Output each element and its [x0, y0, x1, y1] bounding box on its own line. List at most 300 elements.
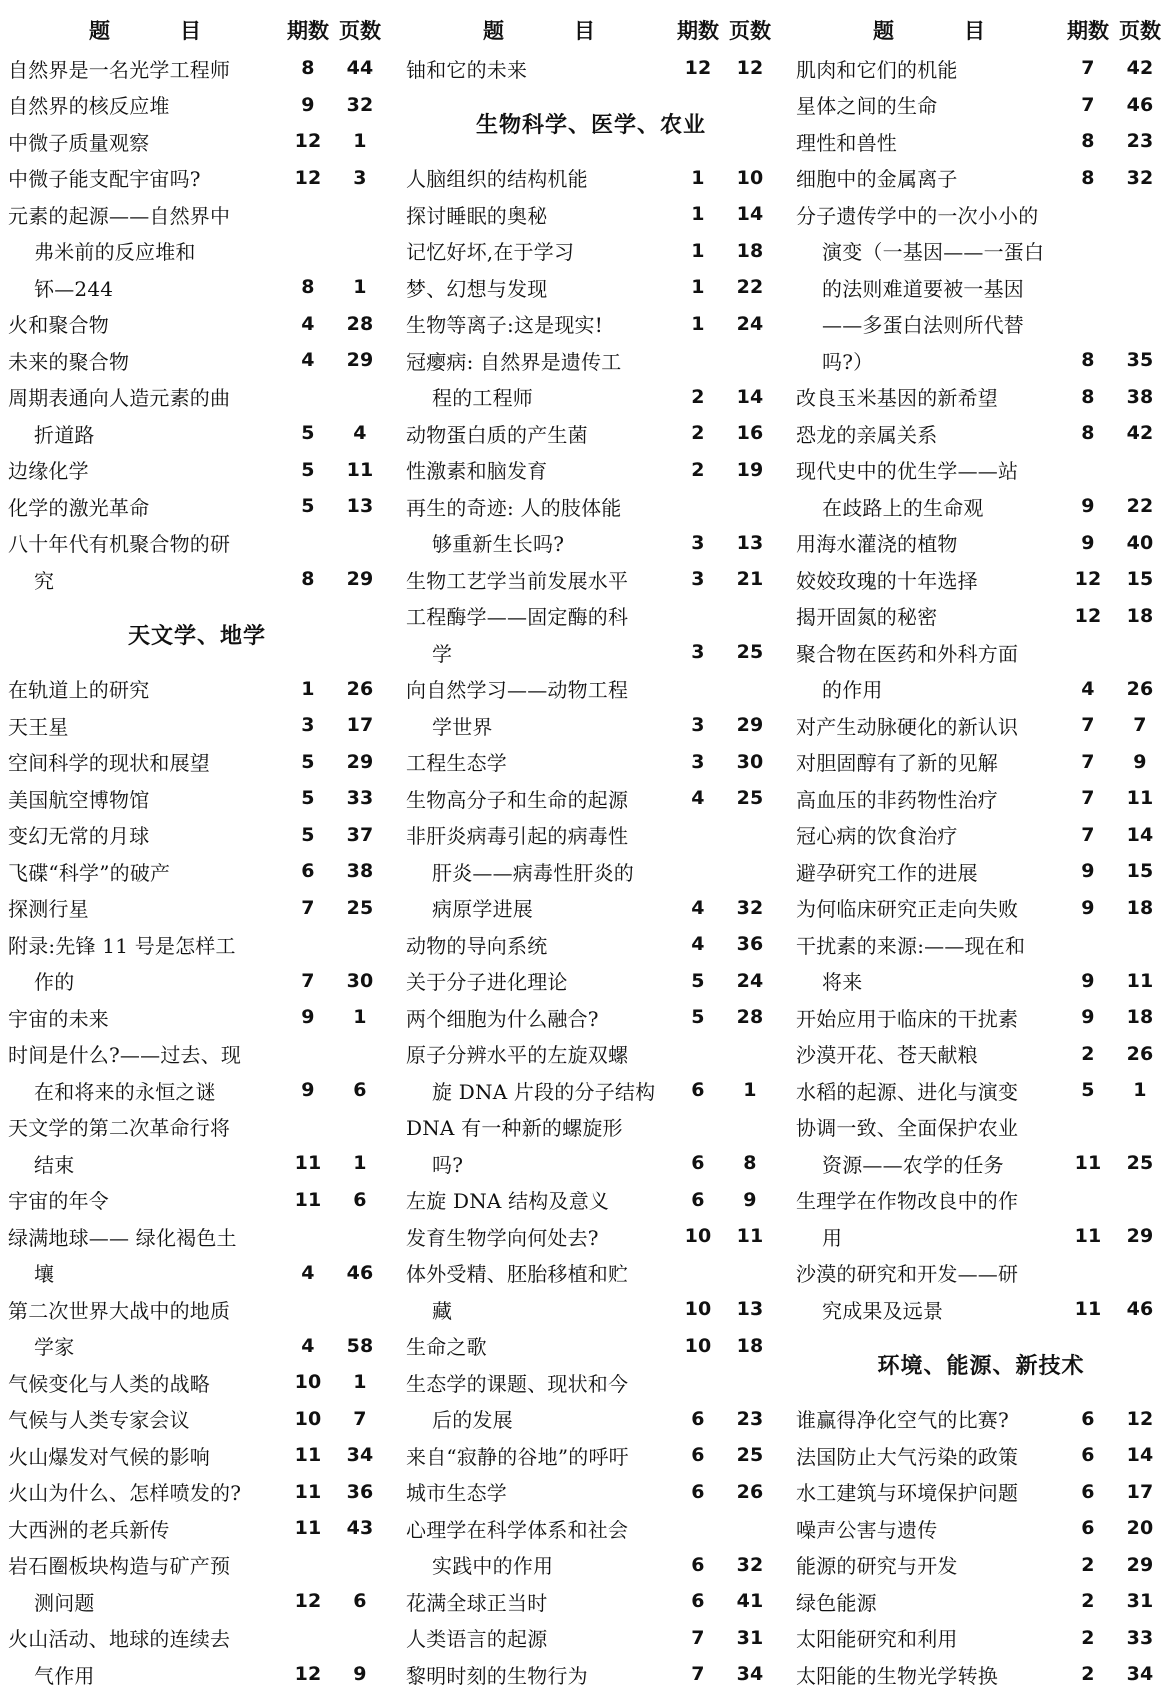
- entry-page: 25: [1126, 1152, 1154, 1175]
- entry-page: 46: [1126, 1298, 1154, 1321]
- entry-row: [8, 1182, 386, 1219]
- entry-title: 非肝炎病毒引起的病毒性: [406, 824, 629, 849]
- entry-page: 29: [346, 568, 374, 591]
- entry-issue: 6: [691, 1553, 705, 1576]
- entry-page: 31: [1126, 1590, 1154, 1613]
- entry-title: 程的工程师: [432, 386, 533, 411]
- entry-issue: 8: [1081, 385, 1095, 408]
- entry-row: [8, 306, 386, 343]
- entry-issue: 8: [1081, 422, 1095, 445]
- entry-issue: 9: [1081, 495, 1095, 518]
- entry-issue: 5: [301, 458, 315, 481]
- entry-title: 作的: [34, 970, 75, 995]
- entry-page: 1: [743, 1079, 757, 1102]
- entry-title: 火山为什么、怎样喷发的?: [8, 1481, 242, 1506]
- entry-row: [8, 671, 386, 708]
- entry-row: [406, 999, 776, 1036]
- entry-page: 11: [1126, 787, 1154, 810]
- entry-page: 11: [346, 458, 374, 481]
- entry-title: 资源——农学的任务: [822, 1152, 1004, 1177]
- entries-list: [796, 50, 1166, 1693]
- entry-title: 化学的激光革命: [8, 495, 150, 520]
- entry-issue: 8: [1081, 130, 1095, 153]
- entry-row: [796, 890, 1166, 927]
- entry-title: 城市生态学: [406, 1481, 507, 1506]
- entry-title: 冠心病的饮食治疗: [796, 824, 958, 849]
- entry-row: [796, 634, 1166, 671]
- entry-page: 6: [353, 1188, 367, 1211]
- column-header: [796, 12, 1166, 48]
- entry-continuation: [8, 1583, 386, 1620]
- entry-row: [796, 415, 1166, 452]
- entry-page: 38: [1126, 385, 1154, 408]
- entry-title: 梦、幻想与发现: [406, 276, 548, 301]
- entry-row: [796, 1620, 1166, 1657]
- entry-row: [8, 853, 386, 890]
- entry-page: 18: [1126, 604, 1154, 627]
- entry-issue: 9: [1081, 531, 1095, 554]
- entry-page: 58: [346, 1334, 374, 1357]
- entry-page: 40: [1126, 531, 1154, 554]
- entry-title: 边缘化学: [8, 459, 89, 484]
- entry-page: 12: [1126, 1407, 1154, 1430]
- entry-page: 25: [736, 641, 764, 664]
- entry-title: 为何临床研究正走向失败: [796, 897, 1019, 922]
- entry-title: 恐龙的亲属关系: [796, 422, 938, 447]
- entry-page: 6: [353, 1079, 367, 1102]
- entry-continuation: [406, 1547, 776, 1584]
- entry-continuation: [796, 1291, 1166, 1328]
- entry-row: [406, 744, 776, 781]
- entry-title: 究成果及远景: [822, 1298, 944, 1323]
- entry-continuation: [406, 525, 776, 562]
- entry-title: 钚—244: [34, 276, 114, 301]
- entry-row: [796, 525, 1166, 562]
- entry-title: 记忆好坏,在于学习: [406, 240, 575, 265]
- entry-title: 够重新生长吗?: [432, 532, 565, 557]
- entry-title: 谁赢得净化空气的比赛?: [796, 1408, 1009, 1433]
- entry-title: 生物高分子和生命的起源: [406, 787, 629, 812]
- entry-title: 绿色能源: [796, 1590, 877, 1615]
- entry-row: [796, 1656, 1166, 1693]
- entry-page: 29: [1126, 1553, 1154, 1576]
- entry-row: [796, 926, 1166, 963]
- entry-issue: 7: [1081, 93, 1095, 116]
- entry-row: [406, 488, 776, 525]
- entry-title: 生理学在作物改良中的作: [796, 1189, 1019, 1214]
- entry-page: 46: [1126, 93, 1154, 116]
- entry-title: 体外受精、胚胎移植和贮: [406, 1262, 629, 1287]
- entry-title: 自然界的核反应堆: [8, 94, 170, 119]
- entry-page: 24: [736, 312, 764, 335]
- entry-page: 36: [346, 1480, 374, 1503]
- entry-row: [8, 196, 386, 233]
- entry-title: 肌肉和它们的机能: [796, 57, 958, 82]
- entry-title: 变幻无常的月球: [8, 824, 150, 849]
- entry-title: 中微子能支配宇宙吗?: [8, 167, 201, 192]
- entry-title: 在和将来的永恒之谜: [34, 1079, 216, 1104]
- entry-page: 38: [346, 860, 374, 883]
- entry-issue: 12: [1074, 568, 1102, 591]
- entry-title: 弗米前的反应堆和: [34, 240, 196, 265]
- entry-page: 18: [1126, 896, 1154, 919]
- entry-issue: 9: [301, 1079, 315, 1102]
- entry-page: 14: [1126, 1444, 1154, 1467]
- entry-issue: 3: [691, 568, 705, 591]
- entry-page: 18: [736, 239, 764, 262]
- entry-issue: 11: [294, 1480, 322, 1503]
- entry-row: [406, 963, 776, 1000]
- entry-title: 实践中的作用: [432, 1554, 554, 1579]
- entry-row: [8, 1547, 386, 1584]
- entry-page: 9: [743, 1188, 757, 1211]
- entry-title: 花满全球正当时: [406, 1590, 548, 1615]
- entry-page: 26: [736, 1480, 764, 1503]
- entry-issue: 2: [1081, 1553, 1095, 1576]
- entry-row: [8, 707, 386, 744]
- entry-issue: 5: [1081, 1079, 1095, 1102]
- entry-continuation: [406, 1145, 776, 1182]
- entry-row: [796, 379, 1166, 416]
- entry-page: 25: [736, 787, 764, 810]
- entry-page: 1: [1133, 1079, 1147, 1102]
- entry-issue: 2: [1081, 1042, 1095, 1065]
- entry-row: [796, 1072, 1166, 1109]
- entry-row: [796, 561, 1166, 598]
- entry-page: 31: [736, 1626, 764, 1649]
- entry-page: 28: [346, 312, 374, 335]
- entry-row: [406, 1474, 776, 1511]
- entry-title: 关于分子进化理论: [406, 970, 568, 995]
- entry-row: [8, 160, 386, 197]
- entry-title: 后的发展: [432, 1408, 513, 1433]
- entry-continuation: [796, 488, 1166, 525]
- entry-row: [406, 671, 776, 708]
- entry-title: 学世界: [432, 714, 493, 739]
- entry-title: 空间科学的现状和展望: [8, 751, 210, 776]
- entry-page: 12: [736, 57, 764, 80]
- entry-title: 飞碟“科学”的破产: [8, 860, 171, 885]
- entry-title: 发育生物学向何处去?: [406, 1225, 599, 1250]
- entry-title: 未来的聚合物: [8, 349, 130, 374]
- entry-issue: 6: [691, 1407, 705, 1430]
- header-title: [796, 15, 1062, 45]
- entry-title: 气候与人类专家会议: [8, 1408, 190, 1433]
- entry-page: 15: [1126, 568, 1154, 591]
- entry-title: 再生的奇迹: 人的肢体能: [406, 495, 622, 520]
- entry-page: 32: [736, 1553, 764, 1576]
- entry-title: 八十年代有机聚合物的研: [8, 532, 231, 557]
- entry-title: 探讨睡眠的奥秘: [406, 203, 548, 228]
- entry-issue: 11: [294, 1444, 322, 1467]
- entry-row: [406, 196, 776, 233]
- column-2: [398, 12, 788, 1701]
- entry-page: 9: [353, 1663, 367, 1686]
- entry-row: [796, 744, 1166, 781]
- entry-title: 改良玉米基因的新希望: [796, 386, 998, 411]
- entry-title: 细胞中的金属离子: [796, 167, 958, 192]
- entry-title: 病原学进展: [432, 897, 533, 922]
- entry-continuation: [796, 1145, 1166, 1182]
- entry-title: 用: [822, 1225, 843, 1250]
- entry-page: 14: [736, 385, 764, 408]
- entry-page: 43: [346, 1517, 374, 1540]
- column-header: [406, 12, 776, 48]
- entry-row: [406, 1328, 776, 1365]
- entry-row: [796, 780, 1166, 817]
- entry-title: 干扰素的来源:——现在和: [796, 933, 1026, 958]
- entry-page: 1: [353, 1152, 367, 1175]
- entry-issue: 8: [301, 57, 315, 80]
- entry-page: 22: [1126, 495, 1154, 518]
- entry-row: [796, 160, 1166, 197]
- entry-issue: 8: [1081, 349, 1095, 372]
- header-page: 页数: [339, 19, 381, 43]
- entry-title: 高血压的非药物性治疗: [796, 787, 998, 812]
- entry-row: [406, 1656, 776, 1693]
- entry-row: [8, 1364, 386, 1401]
- entry-row: [796, 87, 1166, 124]
- entry-issue: 10: [684, 1225, 712, 1248]
- entry-continuation: [796, 233, 1166, 270]
- entry-row: [796, 853, 1166, 890]
- entry-row: [8, 817, 386, 854]
- entry-title: ——多蛋白法则所代替: [822, 313, 1024, 338]
- entry-title: 分子遗传学中的一次小小的: [796, 203, 1039, 228]
- entry-title: 的法则难道要被一基因: [822, 276, 1024, 301]
- entry-row: [8, 1437, 386, 1474]
- entry-title: 气作用: [34, 1663, 95, 1688]
- entry-row: [796, 50, 1166, 87]
- entry-page: 30: [346, 969, 374, 992]
- entry-row: [406, 269, 776, 306]
- entry-issue: 3: [301, 714, 315, 737]
- entry-issue: 2: [1081, 1626, 1095, 1649]
- entry-row: [8, 525, 386, 562]
- entry-title: 藏: [432, 1298, 453, 1323]
- entry-title: 理性和兽性: [796, 130, 897, 155]
- entry-page: 7: [1133, 714, 1147, 737]
- entry-issue: 12: [294, 130, 322, 153]
- entry-row: [8, 1510, 386, 1547]
- entry-issue: 11: [1074, 1298, 1102, 1321]
- entry-row: [8, 1218, 386, 1255]
- entry-title: 将来: [822, 970, 863, 995]
- entry-title: 吗?: [432, 1152, 464, 1177]
- entry-title: 用海水灌浇的植物: [796, 532, 958, 557]
- entry-issue: 6: [1081, 1517, 1095, 1540]
- entry-row: [406, 233, 776, 270]
- entry-page: 24: [736, 969, 764, 992]
- entry-issue: 3: [691, 531, 705, 554]
- entry-row: [796, 1583, 1166, 1620]
- entry-issue: 5: [301, 750, 315, 773]
- entry-title: 天王星: [8, 714, 69, 739]
- entry-page: 3: [353, 166, 367, 189]
- entry-page: 13: [736, 531, 764, 554]
- entry-issue: 2: [1081, 1663, 1095, 1686]
- entry-issue: 11: [294, 1152, 322, 1175]
- entry-page: 29: [346, 750, 374, 773]
- entry-title: 折道路: [34, 422, 95, 447]
- entry-row: [796, 598, 1166, 635]
- entry-continuation: [406, 1401, 776, 1438]
- entry-row: [8, 488, 386, 525]
- entry-issue: 7: [1081, 823, 1095, 846]
- entry-issue: 11: [294, 1517, 322, 1540]
- entry-title: 宇宙的未来: [8, 1006, 109, 1031]
- entry-title: 壤: [34, 1262, 55, 1287]
- entry-title: 火和聚合物: [8, 313, 109, 338]
- entry-row: [406, 1437, 776, 1474]
- entry-continuation: [406, 890, 776, 927]
- entry-issue: 10: [684, 1334, 712, 1357]
- entry-issue: 9: [1081, 896, 1095, 919]
- entry-issue: 8: [1081, 166, 1095, 189]
- entry-title: 来自“寂静的谷地”的呼吁: [406, 1444, 629, 1469]
- entry-page: 32: [1126, 166, 1154, 189]
- entry-title: 火山活动、地球的连续去: [8, 1627, 231, 1652]
- entry-page: 15: [1126, 860, 1154, 883]
- entry-issue: 11: [1074, 1225, 1102, 1248]
- entry-row: [8, 50, 386, 87]
- entry-title: 开始应用于临床的干扰素: [796, 1006, 1019, 1031]
- entry-page: 8: [743, 1152, 757, 1175]
- entry-issue: 9: [1081, 969, 1095, 992]
- entry-page: 41: [736, 1590, 764, 1613]
- entry-title: 在轨道上的研究: [8, 678, 150, 703]
- entry-page: 7: [353, 1407, 367, 1430]
- entry-issue: 1: [691, 203, 705, 226]
- entry-issue: 5: [301, 422, 315, 445]
- entry-title: 太阳能研究和利用: [796, 1627, 958, 1652]
- entry-issue: 4: [691, 933, 705, 956]
- entry-page: 34: [346, 1444, 374, 1467]
- entry-page: 29: [1126, 1225, 1154, 1248]
- entry-issue: 6: [691, 1444, 705, 1467]
- entry-issue: 4: [301, 312, 315, 335]
- entry-page: 42: [1126, 57, 1154, 80]
- entry-title: 噪声公害与遗传: [796, 1517, 938, 1542]
- entry-title: 绿满地球—— 绿化褐色土: [8, 1225, 237, 1250]
- entry-page: 21: [736, 568, 764, 591]
- entry-issue: 5: [301, 823, 315, 846]
- entry-issue: 6: [691, 1152, 705, 1175]
- entry-title: 动物蛋白质的产生菌: [406, 422, 588, 447]
- section-heading: 环境、能源、新技术: [877, 1353, 1085, 1379]
- entry-continuation: [8, 1145, 386, 1182]
- entry-issue: 7: [301, 896, 315, 919]
- entry-issue: 4: [691, 896, 705, 919]
- entry-title: 生命之歌: [406, 1335, 487, 1360]
- entry-row: [8, 452, 386, 489]
- entry-page: 25: [346, 896, 374, 919]
- entry-title: 大西洲的老兵新传: [8, 1517, 170, 1542]
- entry-title: 元素的起源——自然界中: [8, 203, 231, 228]
- entry-title: 星体之间的生命: [796, 94, 938, 119]
- entry-row: [796, 1182, 1166, 1219]
- entry-title: 附录:先锋 11 号是怎样工: [8, 933, 236, 958]
- entry-row: [406, 1218, 776, 1255]
- entry-page: 16: [736, 422, 764, 445]
- entry-title: 能源的研究与开发: [796, 1554, 958, 1579]
- entry-issue: 8: [301, 276, 315, 299]
- entry-title: 中微子质量观察: [8, 130, 150, 155]
- entry-title: 究: [34, 568, 55, 593]
- entry-row: [406, 1583, 776, 1620]
- entry-issue: 7: [1081, 750, 1095, 773]
- header-page: 页数: [729, 19, 771, 43]
- entry-page: 1: [353, 130, 367, 153]
- entry-page: 35: [1126, 349, 1154, 372]
- entry-page: 26: [1126, 677, 1154, 700]
- entry-title: 协调一致、全面保护农业: [796, 1116, 1019, 1141]
- entry-title: 结束: [34, 1152, 75, 1177]
- entry-row: [8, 890, 386, 927]
- header-page: 页数: [1119, 19, 1161, 43]
- entry-row: [406, 1510, 776, 1547]
- entry-row: [406, 452, 776, 489]
- entry-page: 14: [736, 203, 764, 226]
- entry-page: 30: [736, 750, 764, 773]
- column-3: [788, 12, 1175, 1701]
- entry-continuation: [406, 853, 776, 890]
- entry-page: 17: [1126, 1480, 1154, 1503]
- entry-row: [796, 1036, 1166, 1073]
- entry-title: 自然界是一名光学工程师: [8, 57, 231, 82]
- entry-issue: 12: [294, 166, 322, 189]
- entry-continuation: [8, 415, 386, 452]
- entry-title: 测问题: [34, 1590, 95, 1615]
- entry-title: 心理学在科学体系和社会: [406, 1517, 629, 1542]
- entry-title: 生物工艺学当前发展水平: [406, 568, 629, 593]
- entry-title: 学: [432, 641, 453, 666]
- entry-issue: 5: [691, 1006, 705, 1029]
- entry-row: [796, 707, 1166, 744]
- section-heading: 生物科学、医学、农业: [475, 112, 706, 138]
- entry-title: DNA 有一种新的螺旋形: [406, 1116, 623, 1141]
- entry-row: [8, 999, 386, 1036]
- entry-page: 29: [736, 714, 764, 737]
- entry-page: 13: [346, 495, 374, 518]
- entry-continuation: [8, 561, 386, 598]
- entry-issue: 5: [301, 787, 315, 810]
- entry-issue: 11: [294, 1188, 322, 1211]
- entry-title: 美国航空博物馆: [8, 787, 150, 812]
- entry-issue: 1: [691, 276, 705, 299]
- entry-row: [406, 1036, 776, 1073]
- entry-issue: 9: [301, 1006, 315, 1029]
- entry-page: 33: [346, 787, 374, 810]
- entry-row: [796, 999, 1166, 1036]
- entry-row: [796, 123, 1166, 160]
- entry-issue: 7: [691, 1663, 705, 1686]
- header-title-char-2: 目: [964, 19, 985, 43]
- entry-row: [8, 1109, 386, 1146]
- entry-issue: 6: [691, 1590, 705, 1613]
- header-title-char-2: 目: [574, 19, 595, 43]
- entry-title: 生物等离子:这是现实!: [406, 313, 603, 338]
- entry-issue: 4: [301, 349, 315, 372]
- entry-row: [8, 926, 386, 963]
- entry-issue: 1: [691, 312, 705, 335]
- header-title-char-1: 题: [89, 19, 110, 43]
- entry-row: [8, 780, 386, 817]
- entry-title: 性激素和脑发育: [406, 459, 548, 484]
- entry-issue: 6: [691, 1188, 705, 1211]
- entry-row: [8, 744, 386, 781]
- entry-issue: 5: [691, 969, 705, 992]
